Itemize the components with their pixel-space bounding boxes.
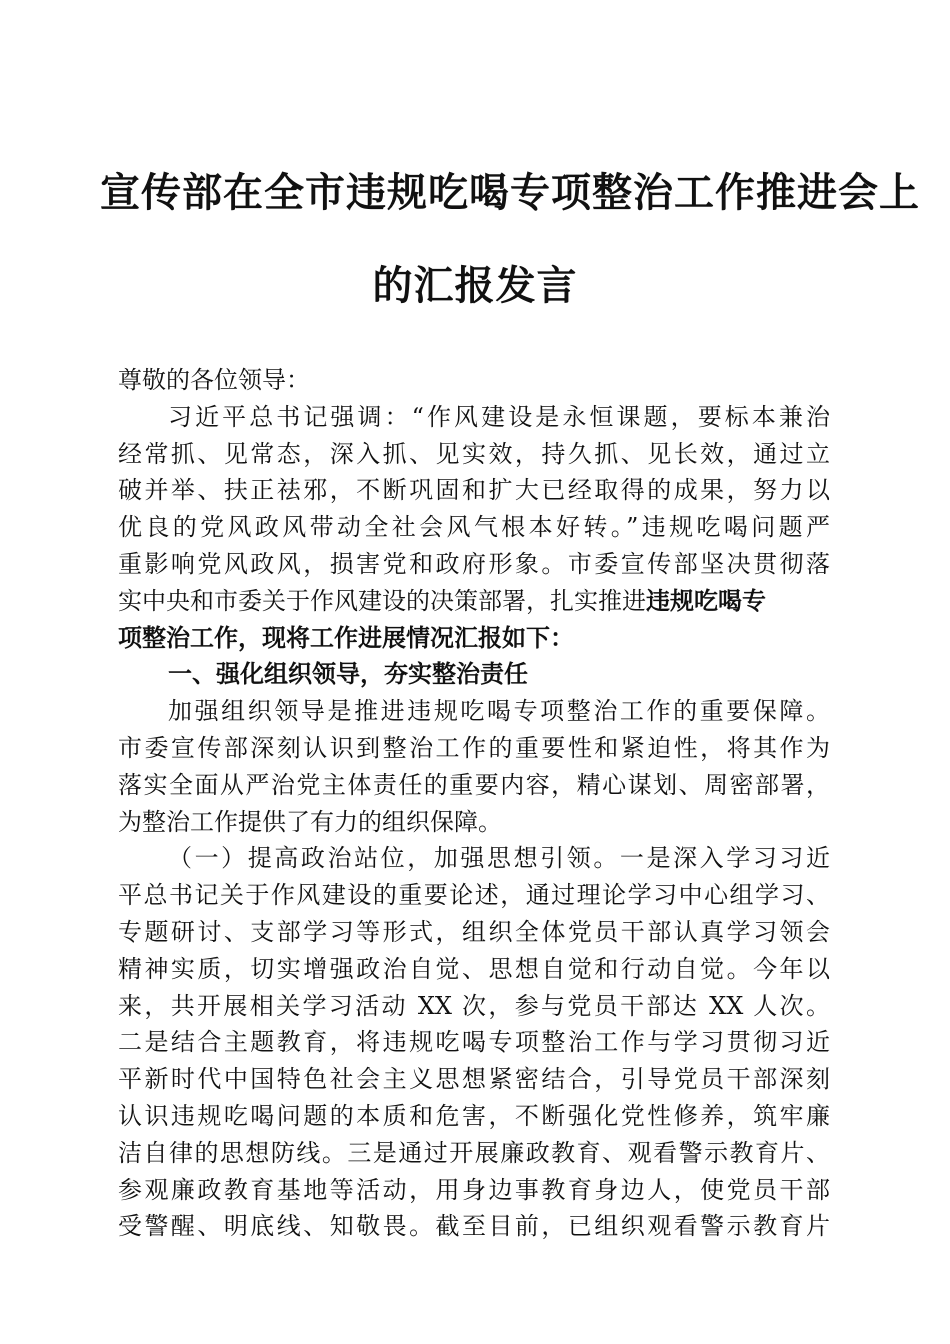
paragraph-line: 重影响党风政风，损害党和政府形象。市委宣传部坚决贯彻落 (118, 549, 830, 578)
paragraph-line: 平新时代中国特色社会主义思想紧密结合，引导党员干部深刻 (118, 1065, 830, 1094)
document-title-line-1: 宣传部在全市违规吃喝专项整治工作推进会上 (100, 169, 920, 216)
section-heading: 一、强化组织领导，夯实整治责任 (168, 660, 528, 689)
paragraph-line: 参观廉政教育基地等活动，用身边事教育身边人，使党员干部 (118, 1175, 830, 1204)
document-body (118, 362, 830, 1245)
paragraph-line: 为整治工作提供了有力的组织保障。 (118, 807, 502, 836)
paragraph-line: 精神实质，切实增强政治自觉、思想自觉和行动自觉。今年以 (118, 954, 830, 983)
paragraph-line: （一）提高政治站位，加强思想引领。一是深入学习习近 (168, 844, 830, 873)
paragraph-line: 认识违规吃喝问题的本质和危害，不断强化党性修养，筑牢廉 (118, 1101, 830, 1130)
paragraph-line: 加强组织领导是推进违规吃喝专项整治工作的重要保障。 (168, 697, 830, 726)
paragraph-line: 市委宣传部深刻认识到整治工作的重要性和紧迫性，将其作为 (118, 733, 830, 762)
paragraph-line: 落实全面从严治党主体责任的重要内容，精心谋划、周密部署， (118, 770, 830, 799)
paragraph-line: 受警醒、明底线、知敬畏。截至目前，已组织观看警示教育片 (118, 1212, 830, 1241)
paragraph-line: 经常抓、见常态，深入抓、见实效，持久抓、见长效，通过立 (118, 439, 830, 468)
salutation: 尊敬的各位领导： (118, 366, 310, 394)
paragraph-line: 平总书记关于作风建设的重要论述，通过理论学习中心组学习、 (118, 881, 830, 910)
paragraph-line: 来，共开展相关学习活动 XX 次，参与党员干部达 XX 人次。 (118, 991, 830, 1020)
paragraph-line: 洁自律的思想防线。三是通过开展廉政教育、观看警示教育片、 (118, 1138, 830, 1167)
paragraph-line: 二是结合主题教育，将违规吃喝专项整治工作与学习贯彻习近 (118, 1028, 830, 1057)
paragraph-line-mixed (118, 583, 830, 620)
paragraph-text: 实中央和市委关于作风建设的决策部署，扎实推进 (118, 586, 646, 615)
paragraph-line: 专题研讨、支部学习等形式，组织全体党员干部认真学习领会 (118, 917, 830, 946)
paragraph-line: 破并举、扶正祛邪，不断巩固和扩大已经取得的成果，努力以 (118, 476, 830, 505)
emphasis-text: 违规吃喝专 (646, 586, 766, 615)
emphasis-line: 项整治工作，现将工作进展情况汇报如下： (118, 623, 574, 652)
document-title-line-2: 的汇报发言 (372, 262, 578, 309)
paragraph-line: 优良的党风政风带动全社会风气根本好转。”违规吃喝问题严 (118, 513, 830, 542)
paragraph-line: 习近平总书记强调：“作风建设是永恒课题，要标本兼治 (168, 402, 830, 431)
